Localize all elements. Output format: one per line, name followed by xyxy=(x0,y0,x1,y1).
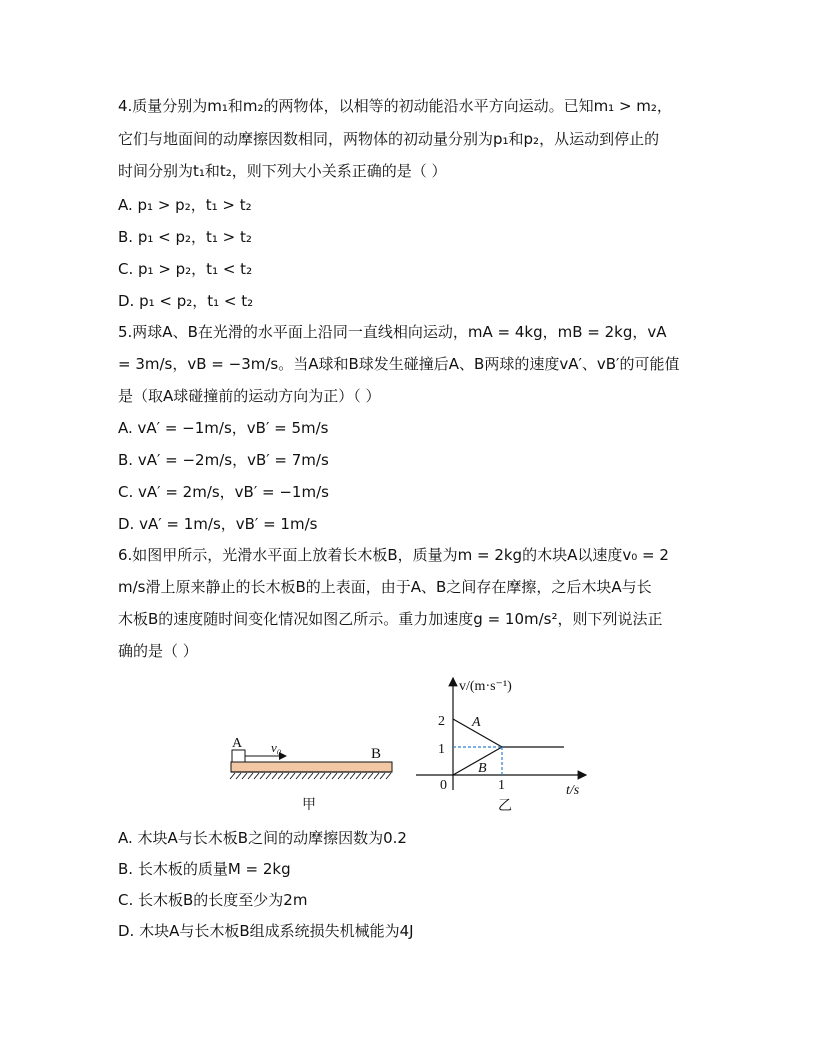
q4-stem-line-3: 时间分别为t₁和t₂，则下列大小关系正确的是（ ） xyxy=(118,162,447,180)
q5-stem-line-2: = 3m/s，vB = −3m/s。当A球和B球发生碰撞后A、B两球的速度vA′、vB′的可能值 xyxy=(118,355,680,373)
q4-option-a: A. p₁ > p₂，t₁ > t₂ xyxy=(118,196,252,214)
q4-stem-line-1: 4.质量分别为m₁和m₂的两物体，以相等的初动能沿水平方向运动。已知m₁ > m₂， xyxy=(118,97,672,115)
velocity-label: v₀ xyxy=(271,740,282,755)
figure-jia xyxy=(230,736,392,813)
block-a xyxy=(232,750,245,762)
long-board-b xyxy=(231,762,392,772)
t-axis-label: t/s xyxy=(566,783,580,798)
line-a-label: A xyxy=(472,715,481,730)
q6-stem-line-1: 6.如图甲所示，光滑水平面上放着长木板B，质量为m = 2kg的木块A以速度v₀ = 2 xyxy=(118,546,669,564)
q4-option-c: C. p₁ > p₂，t₁ < t₂ xyxy=(118,260,253,278)
y-tick-1: 1 xyxy=(438,742,445,757)
caption-jia: 甲 xyxy=(302,797,316,813)
q5-option-b: B. vA′ = −2m/s，vB′ = 7m/s xyxy=(118,451,329,469)
q6-option-d: D. 木块A与长木板B组成系统损失机械能为4J xyxy=(118,922,414,940)
q5-option-a: A. vA′ = −1m/s，vB′ = 5m/s xyxy=(118,419,329,437)
line-b-label: B xyxy=(478,761,487,776)
q6-stem-line-3: 木板B的速度随时间变化情况如图乙所示。重力加速度g = 10m/s²，则下列说法正 xyxy=(118,610,663,628)
q4-option-d: D. p₁ < p₂，t₁ < t₂ xyxy=(118,292,254,310)
q6-stem-line-2: m/s滑上原来静止的长木板B的上表面，由于A、B之间存在摩擦，之后木块A与长 xyxy=(118,578,652,596)
q4-option-b: B. p₁ < p₂，t₁ > t₂ xyxy=(118,228,252,246)
block-a-label: A xyxy=(232,736,243,751)
v-axis-label: v/(m·s⁻¹) xyxy=(459,679,512,694)
q4-stem-line-2: 它们与地面间的动摩擦因数相同，两物体的初动量分别为p₁和p₂，从运动到停止的 xyxy=(118,130,660,148)
q6-option-b: B. 长木板的质量M = 2kg xyxy=(118,860,291,878)
q6-figure xyxy=(226,672,616,816)
origin-label: 0 xyxy=(440,778,447,793)
q5-stem-line-3: 是（取A球碰撞前的运动方向为正）（ ） xyxy=(118,387,381,405)
q6-option-c: C. 长木板B的长度至少为2m xyxy=(118,891,308,909)
q5-stem-line-1: 5.两球A、B在光滑的水平面上沿同一直线相向运动，mA = 4kg，mB = 2kg，vA xyxy=(118,323,667,341)
ground-hatching xyxy=(230,773,391,779)
q6-stem-line-4: 确的是（ ） xyxy=(118,642,198,660)
q5-option-c: C. vA′ = 2m/s，vB′ = −1m/s xyxy=(118,483,329,501)
q6-figure-svg xyxy=(226,672,616,816)
caption-yi: 乙 xyxy=(498,798,512,814)
figure-yi xyxy=(416,678,586,814)
x-tick-1: 1 xyxy=(498,778,505,793)
q5-option-d: D. vA′ = 1m/s，vB′ = 1m/s xyxy=(118,515,318,533)
y-tick-2: 2 xyxy=(438,714,445,729)
q6-option-a: A. 木块A与长木板B之间的动摩擦因数为0.2 xyxy=(118,829,407,847)
board-b-label: B xyxy=(371,746,382,762)
